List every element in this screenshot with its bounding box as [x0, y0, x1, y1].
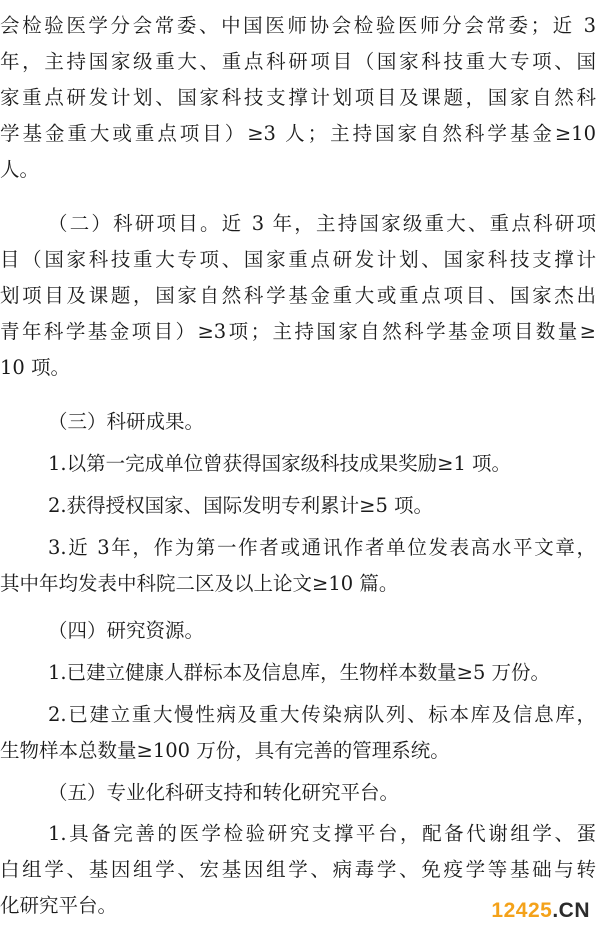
site-watermark — [491, 899, 590, 923]
list-item: 1.具备完善的医学检验研究支撑平台，配备代谢组学、蛋 — [48, 822, 596, 845]
text-line: 目（国家科技重大专项、国家重点研发计划、国家科技支撑计 — [0, 248, 596, 271]
list-item: 1.已建立健康人群标本及信息库，生物样本数量≥5 万份。 — [48, 661, 551, 684]
text-line: 青年科学基金项目）≥3项；主持国家自然科学基金项目数量≥ — [0, 320, 596, 343]
list-item: 2.已建立重大慢性病及重大传染病队列、标本库及信息库， — [48, 703, 596, 726]
text-line: 其中年均发表中科院二区及以上论文≥10 篇。 — [0, 572, 399, 595]
section-heading-2: （二）科研项目。近 3 年，主持国家级重大、重点科研项 — [48, 212, 596, 235]
section-heading-5: （五）专业化科研支持和转化研究平台。 — [48, 781, 400, 804]
text-line: 学基金重大或重点项目）≥3 人；主持国家自然科学基金≥10 — [0, 122, 596, 145]
watermark-tld: .CN — [552, 899, 590, 922]
text-line: 白组学、基因组学、宏基因组学、病毒学、免疫学等基础与转 — [0, 858, 596, 881]
text-line: 生物样本总数量≥100 万份，具有完善的管理系统。 — [0, 739, 450, 762]
text-line: 10 项。 — [0, 356, 71, 379]
text-line: 划项目及课题，国家自然科学基金重大或重点项目、国家杰出 — [0, 284, 596, 307]
section-heading-4: （四）研究资源。 — [48, 619, 205, 642]
text-line: 化研究平台。 — [0, 894, 118, 917]
text-line: 家重点研发计划、国家科技支撑计划项目及课题，国家自然科 — [0, 86, 596, 109]
list-item: 1.以第一完成单位曾获得国家级科技成果奖励≥1 项。 — [48, 452, 512, 475]
text-line: 人。 — [0, 158, 40, 181]
section-heading-3: （三）科研成果。 — [48, 410, 205, 433]
text-line: 年，主持国家级重大、重点科研项目（国家科技重大专项、国 — [0, 50, 596, 73]
text-line: 会检验医学分会常委、中国医师协会检验医师分会常委；近 3 — [0, 14, 596, 37]
list-item: 3.近 3年，作为第一作者或通讯作者单位发表高水平文章， — [48, 536, 596, 559]
list-item: 2.获得授权国家、国际发明专利累计≥5 项。 — [48, 494, 434, 517]
watermark-number: 12425 — [491, 899, 553, 922]
